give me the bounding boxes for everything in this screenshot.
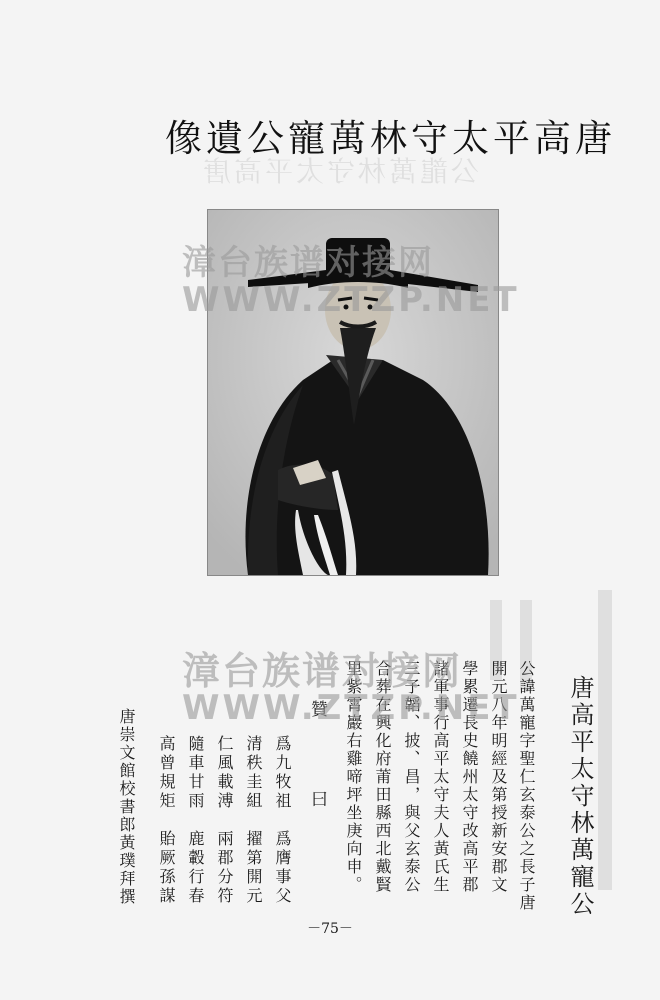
portrait-illustration: [208, 210, 498, 575]
eulogy-column: 高曾規矩 貽厥孫謀: [157, 735, 176, 906]
page-title-text: 唐高平太守林萬寵公遺像: [165, 117, 616, 160]
biography-column: 學累遷長史饒州太守改高平郡: [460, 660, 479, 894]
eulogy-column: 爲九牧祖 爲膺事父: [273, 735, 292, 906]
biography-column: 諸軍事行高平太守夫人黃氏生: [431, 660, 450, 894]
page-number: －75－: [307, 921, 353, 937]
show-through-text: 公龍萬林守太平高唐: [200, 155, 480, 188]
biography-column: 里紫霄巖右雞啼坪坐庚向申。: [344, 660, 363, 894]
eulogy-column: 清秩圭組 擢第開元: [244, 735, 263, 906]
watermark-text: 漳台族谱对接网: [182, 649, 463, 693]
section-title: 唐高平太守林萬寵公: [566, 675, 594, 918]
author-signature: 唐崇文館校書郎黃璞拜撰: [117, 708, 136, 906]
watermark-url: WWW.ZTZP.NET: [182, 688, 520, 728]
page-title: [165, 108, 616, 162]
biography-column: 合葬在興化府莆田縣西北戴賢: [373, 660, 392, 894]
portrait-image: [207, 209, 499, 576]
eulogy-column: 仁風載溥 兩郡分符: [215, 735, 234, 906]
show-through-column: [598, 590, 612, 890]
watermark-text: 漳台族谱对接网: [182, 243, 434, 283]
biography-column: 開元八年明經及第授新安郡文: [489, 660, 508, 894]
biography-column: 三子韜、披、昌，與父玄泰公: [402, 660, 421, 894]
biography-column: 公諱萬寵字聖仁玄泰公之長子唐: [517, 660, 536, 912]
eulogy-heading: 贊 曰: [307, 700, 327, 835]
watermark-url: WWW.ZTZP.NET: [182, 280, 520, 320]
eulogy-column: 隨車甘雨 鹿轂行春: [186, 735, 205, 906]
